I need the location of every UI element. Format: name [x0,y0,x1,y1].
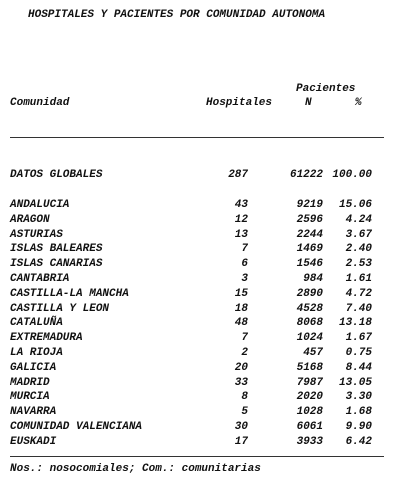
table-row [10,390,386,404]
table-row [10,331,386,345]
row-name: GALICIA [10,361,57,374]
row-hospitales: 20 [234,361,248,374]
row-name: ARAGON [10,213,50,226]
row-n: 2596 [296,213,323,226]
table-row [10,420,386,434]
table-row [10,435,386,449]
global-hospitales: 287 [228,169,248,181]
row-hospitales: 6 [241,258,248,271]
table-row [10,198,386,212]
row-hospitales: 13 [234,228,248,241]
row-pct: 13.18 [338,317,372,330]
row-n: 4528 [296,302,323,315]
row-n: 2244 [296,228,323,241]
table-row [10,302,386,316]
row-pct: 2.40 [345,243,372,256]
row-name: CANTABRIA [10,273,70,285]
global-n: 61222 [289,169,323,181]
footnote: Nos.: nosocomiales; Com.: comunitarias [10,463,261,475]
row-name: CASTILLA Y LEON [10,302,110,315]
row-name: NAVARRA [10,406,57,419]
row-name: CASTILLA-LA MANCHA [10,287,129,300]
row-hospitales: 7 [241,332,248,345]
row-hospitales: 12 [234,213,248,226]
header-pacientes-group: Pacientes [296,83,356,95]
row-pct: 1.67 [345,332,372,345]
row-pct: 3.30 [345,391,372,404]
row-hospitales: 3 [241,273,248,285]
header-divider [10,137,384,138]
row-pct: 13.05 [338,376,372,389]
row-name: ISLAS CANARIAS [10,258,103,271]
row-pct: 2.53 [345,258,372,271]
row-hospitales: 8 [241,391,248,404]
row-name: EUSKADI [10,435,57,448]
row-n: 7987 [296,376,323,389]
row-n: 9219 [296,199,323,211]
table-row [10,213,386,227]
table-row [10,242,386,256]
row-name: COMUNIDAD VALENCIANA [10,421,143,433]
row-name: EXTREMADURA [10,332,83,345]
row-name: ISLAS BALEARES [10,243,103,256]
row-name: ASTURIAS [10,228,63,241]
row-pct: 6.42 [345,435,372,448]
table-title: HOSPITALES Y PACIENTES POR COMUNIDAD AUTONOMA [28,9,326,21]
row-hospitales: 15 [234,287,248,300]
row-pct: 4.72 [345,287,372,300]
row-pct: 9.90 [345,421,372,433]
row-hospitales: 30 [234,421,248,433]
row-n: 1024 [296,332,323,345]
header-percent: % [355,97,362,109]
row-n: 1546 [296,258,323,271]
row-n: 984 [303,273,323,285]
row-hospitales: 17 [234,435,248,448]
table-row [10,272,386,286]
global-pct: 100.00 [332,169,372,181]
row-pct: 15.06 [338,199,372,211]
global-name: DATOS GLOBALES [10,169,103,181]
row-n: 1469 [296,243,323,256]
row-pct: 3.67 [345,228,372,241]
row-hospitales: 7 [241,243,248,256]
row-hospitales: 5 [241,406,248,419]
header-comunidad: Comunidad [10,97,70,109]
row-hospitales: 48 [234,317,248,330]
row-hospitales: 18 [234,302,248,315]
table-row [10,316,386,330]
table-row [10,405,386,419]
row-pct: 8.44 [345,361,372,374]
table-row [10,228,386,242]
row-n: 2890 [296,287,323,300]
row-hospitales: 33 [234,376,248,389]
table-row [10,287,386,301]
row-pct: 4.24 [345,213,372,226]
row-n: 8068 [296,317,323,330]
row-pct: 7.40 [345,302,372,315]
row-name: LA RIOJA [10,347,63,359]
row-n: 5168 [296,361,323,374]
table-row [10,346,386,360]
row-n: 1028 [296,406,323,419]
row-name: MURCIA [10,391,50,404]
row-pct: 0.75 [345,347,372,359]
row-hospitales: 2 [241,347,248,359]
row-pct: 1.68 [345,406,372,419]
row-n: 3933 [296,435,323,448]
row-name: CATALUÑA [10,317,63,330]
table-row [10,257,386,271]
header-n: N [305,97,312,109]
row-n: 2020 [296,391,323,404]
row-pct: 1.61 [345,273,372,285]
global-row [10,168,386,182]
row-hospitales: 43 [234,199,248,211]
header-hospitales: Hospitales [206,97,273,109]
footer-divider [10,456,384,457]
row-n: 457 [303,347,323,359]
table-row [10,361,386,375]
table-row [10,376,386,390]
row-n: 6061 [296,421,323,433]
row-name: MADRID [10,376,50,389]
row-name: ANDALUCIA [10,199,70,211]
